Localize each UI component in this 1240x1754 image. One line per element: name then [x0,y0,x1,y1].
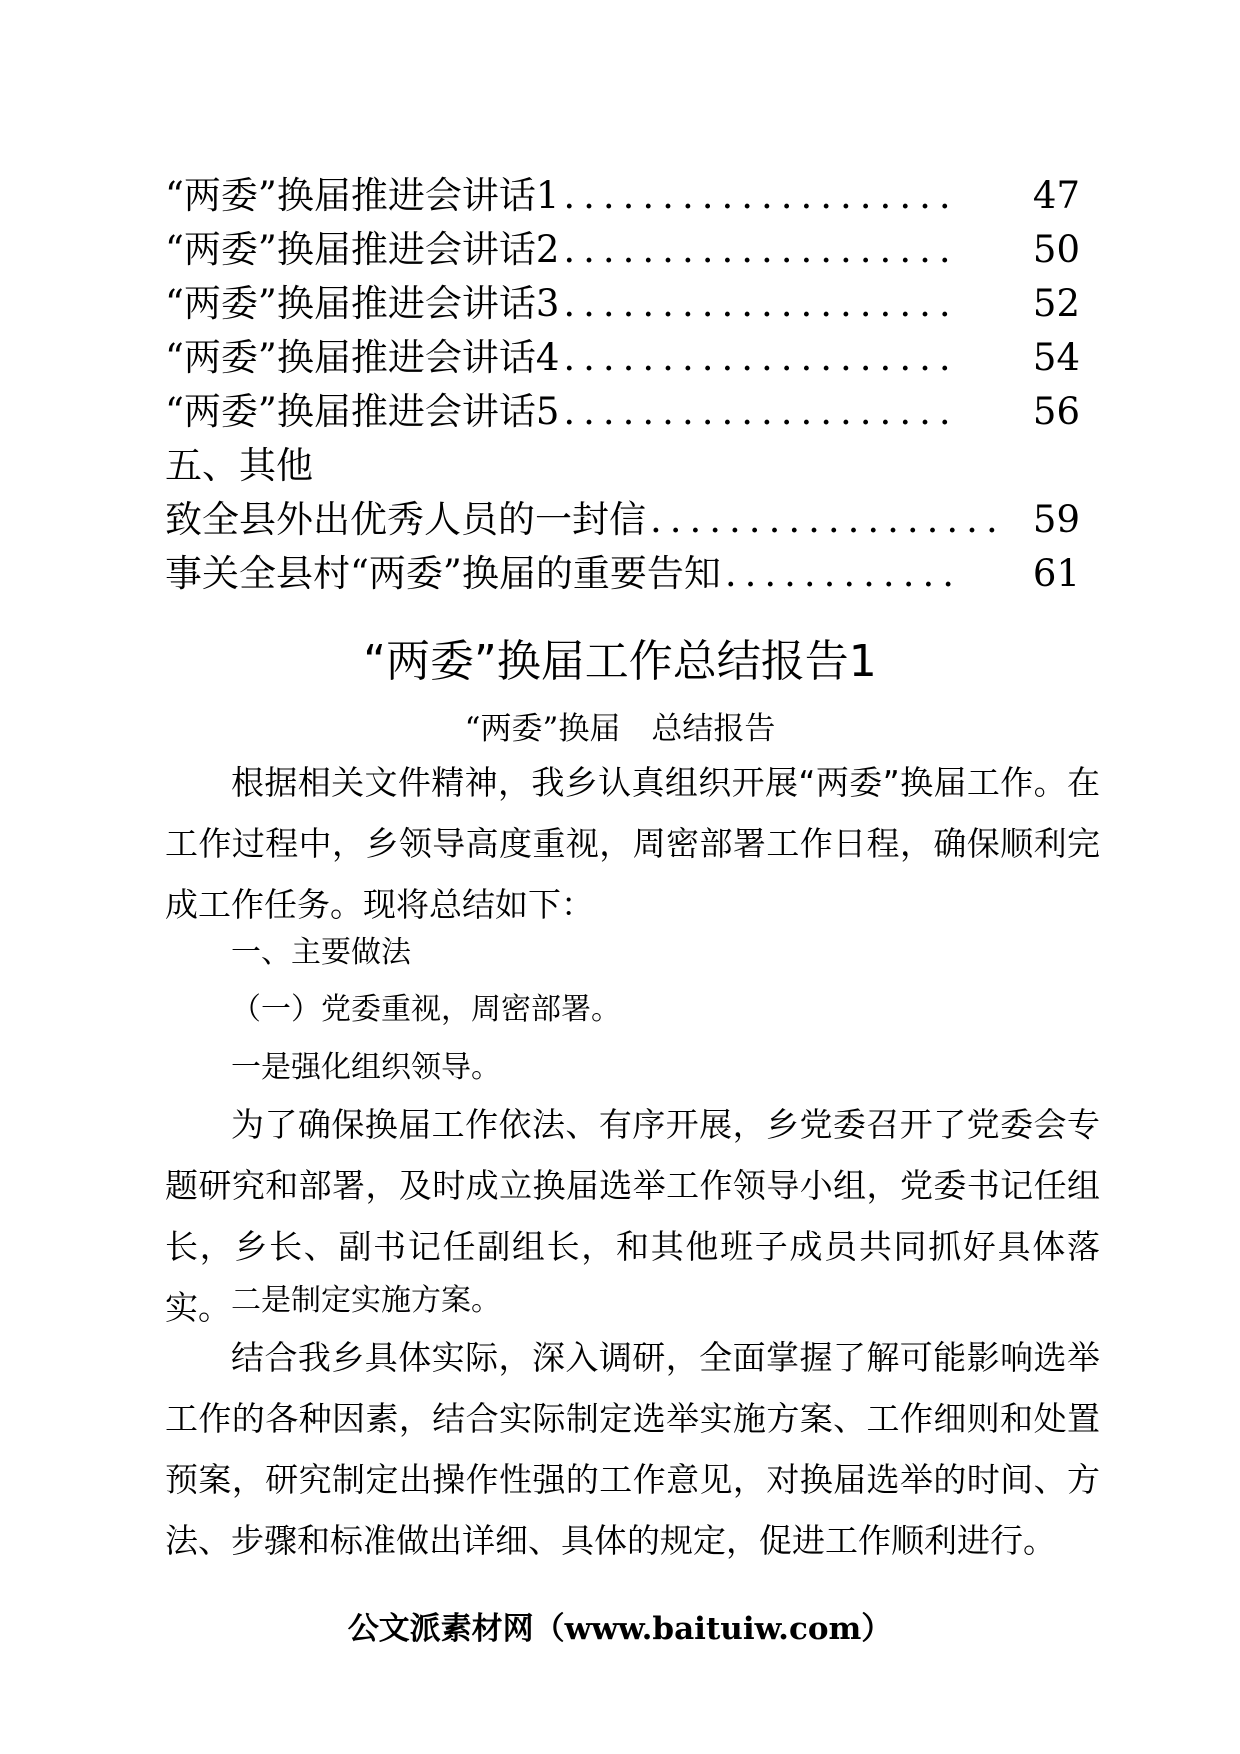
toc-entry[interactable] [165,274,1080,334]
toc-entry-title: 事关全县村“两委”换届的重要告知 [165,552,721,595]
body-paragraph: 结合我乡具体实际，深入调研，全面掌握了解可能影响选举工作的各种因素，结合实际制定选举实施方案、工作细则和处置预案，研究制定出操作性强的工作意见，对换届选举的时间、方法、步骤和标准做出详细、具体的规定，促进工作顺利进行。 [165,1338,1100,1560]
document-title: “两委”换届工作总结报告1 [363,636,877,687]
toc-page-number: 50 [1032,228,1080,271]
toc-entry[interactable] [165,328,1080,388]
toc-page-number: 47 [1032,174,1080,217]
body-paragraph: 为了确保换届工作依法、有序开展，乡党委召开了党委会专题研究和部署，及时成立换届选举工作领导小组，党委书记任组长，乡长、副书记任副组长，和其他班子成员共同抓好具体落实。 [165,1105,1100,1327]
toc-leader: .................... [563,174,959,217]
toc-page-number: 56 [1032,390,1080,433]
toc-entry-title: “两委”换届推进会讲话3 [165,282,560,325]
toc-entry-title: “两委”换届推进会讲话1 [165,174,560,217]
toc-page-number: 61 [1032,552,1080,595]
toc-entry-title: “两委”换届推进会讲话5 [165,390,560,433]
point-heading: 一是强化组织领导。 [231,1050,501,1085]
subsection-heading: （一）党委重视，周密部署。 [231,992,621,1027]
toc-entry[interactable] [165,220,1080,280]
toc-section-heading: 五、其他 [165,444,313,487]
toc-entry-title: “两委”换届推进会讲话4 [165,336,560,379]
section-heading: 一、主要做法 [231,935,411,970]
toc-entry-title: 致全县外出优秀人员的一封信 [165,498,646,541]
toc-leader: .................... [563,336,959,379]
document-subtitle: “两委”换届 总结报告 [464,711,776,747]
toc-page-number: 54 [1032,336,1080,379]
toc-entry[interactable] [165,382,1080,442]
toc-leader: ............ [724,552,962,595]
toc-leader: .................... [563,228,959,271]
toc-page-number: 52 [1032,282,1080,325]
toc-entry[interactable] [165,544,1080,604]
toc-entry[interactable] [165,166,1080,226]
toc-leader: .................... [563,282,959,325]
toc-entry[interactable] [165,490,1080,550]
toc-leader: .................... [563,390,959,433]
toc-leader: .................. [650,498,1006,541]
toc-entry-title: “两委”换届推进会讲话2 [165,228,560,271]
toc-page-number: 59 [1032,498,1080,541]
point-heading: 二是制定实施方案。 [231,1283,501,1318]
footer-watermark: 公文派素材网（www.baituiw.com） [347,1611,893,1647]
intro-paragraph: 根据相关文件精神，我乡认真组织开展“两委”换届工作。在工作过程中，乡领导高度重视，周密部署工作日程，确保顺利完成工作任务。现将总结如下： [165,763,1100,924]
